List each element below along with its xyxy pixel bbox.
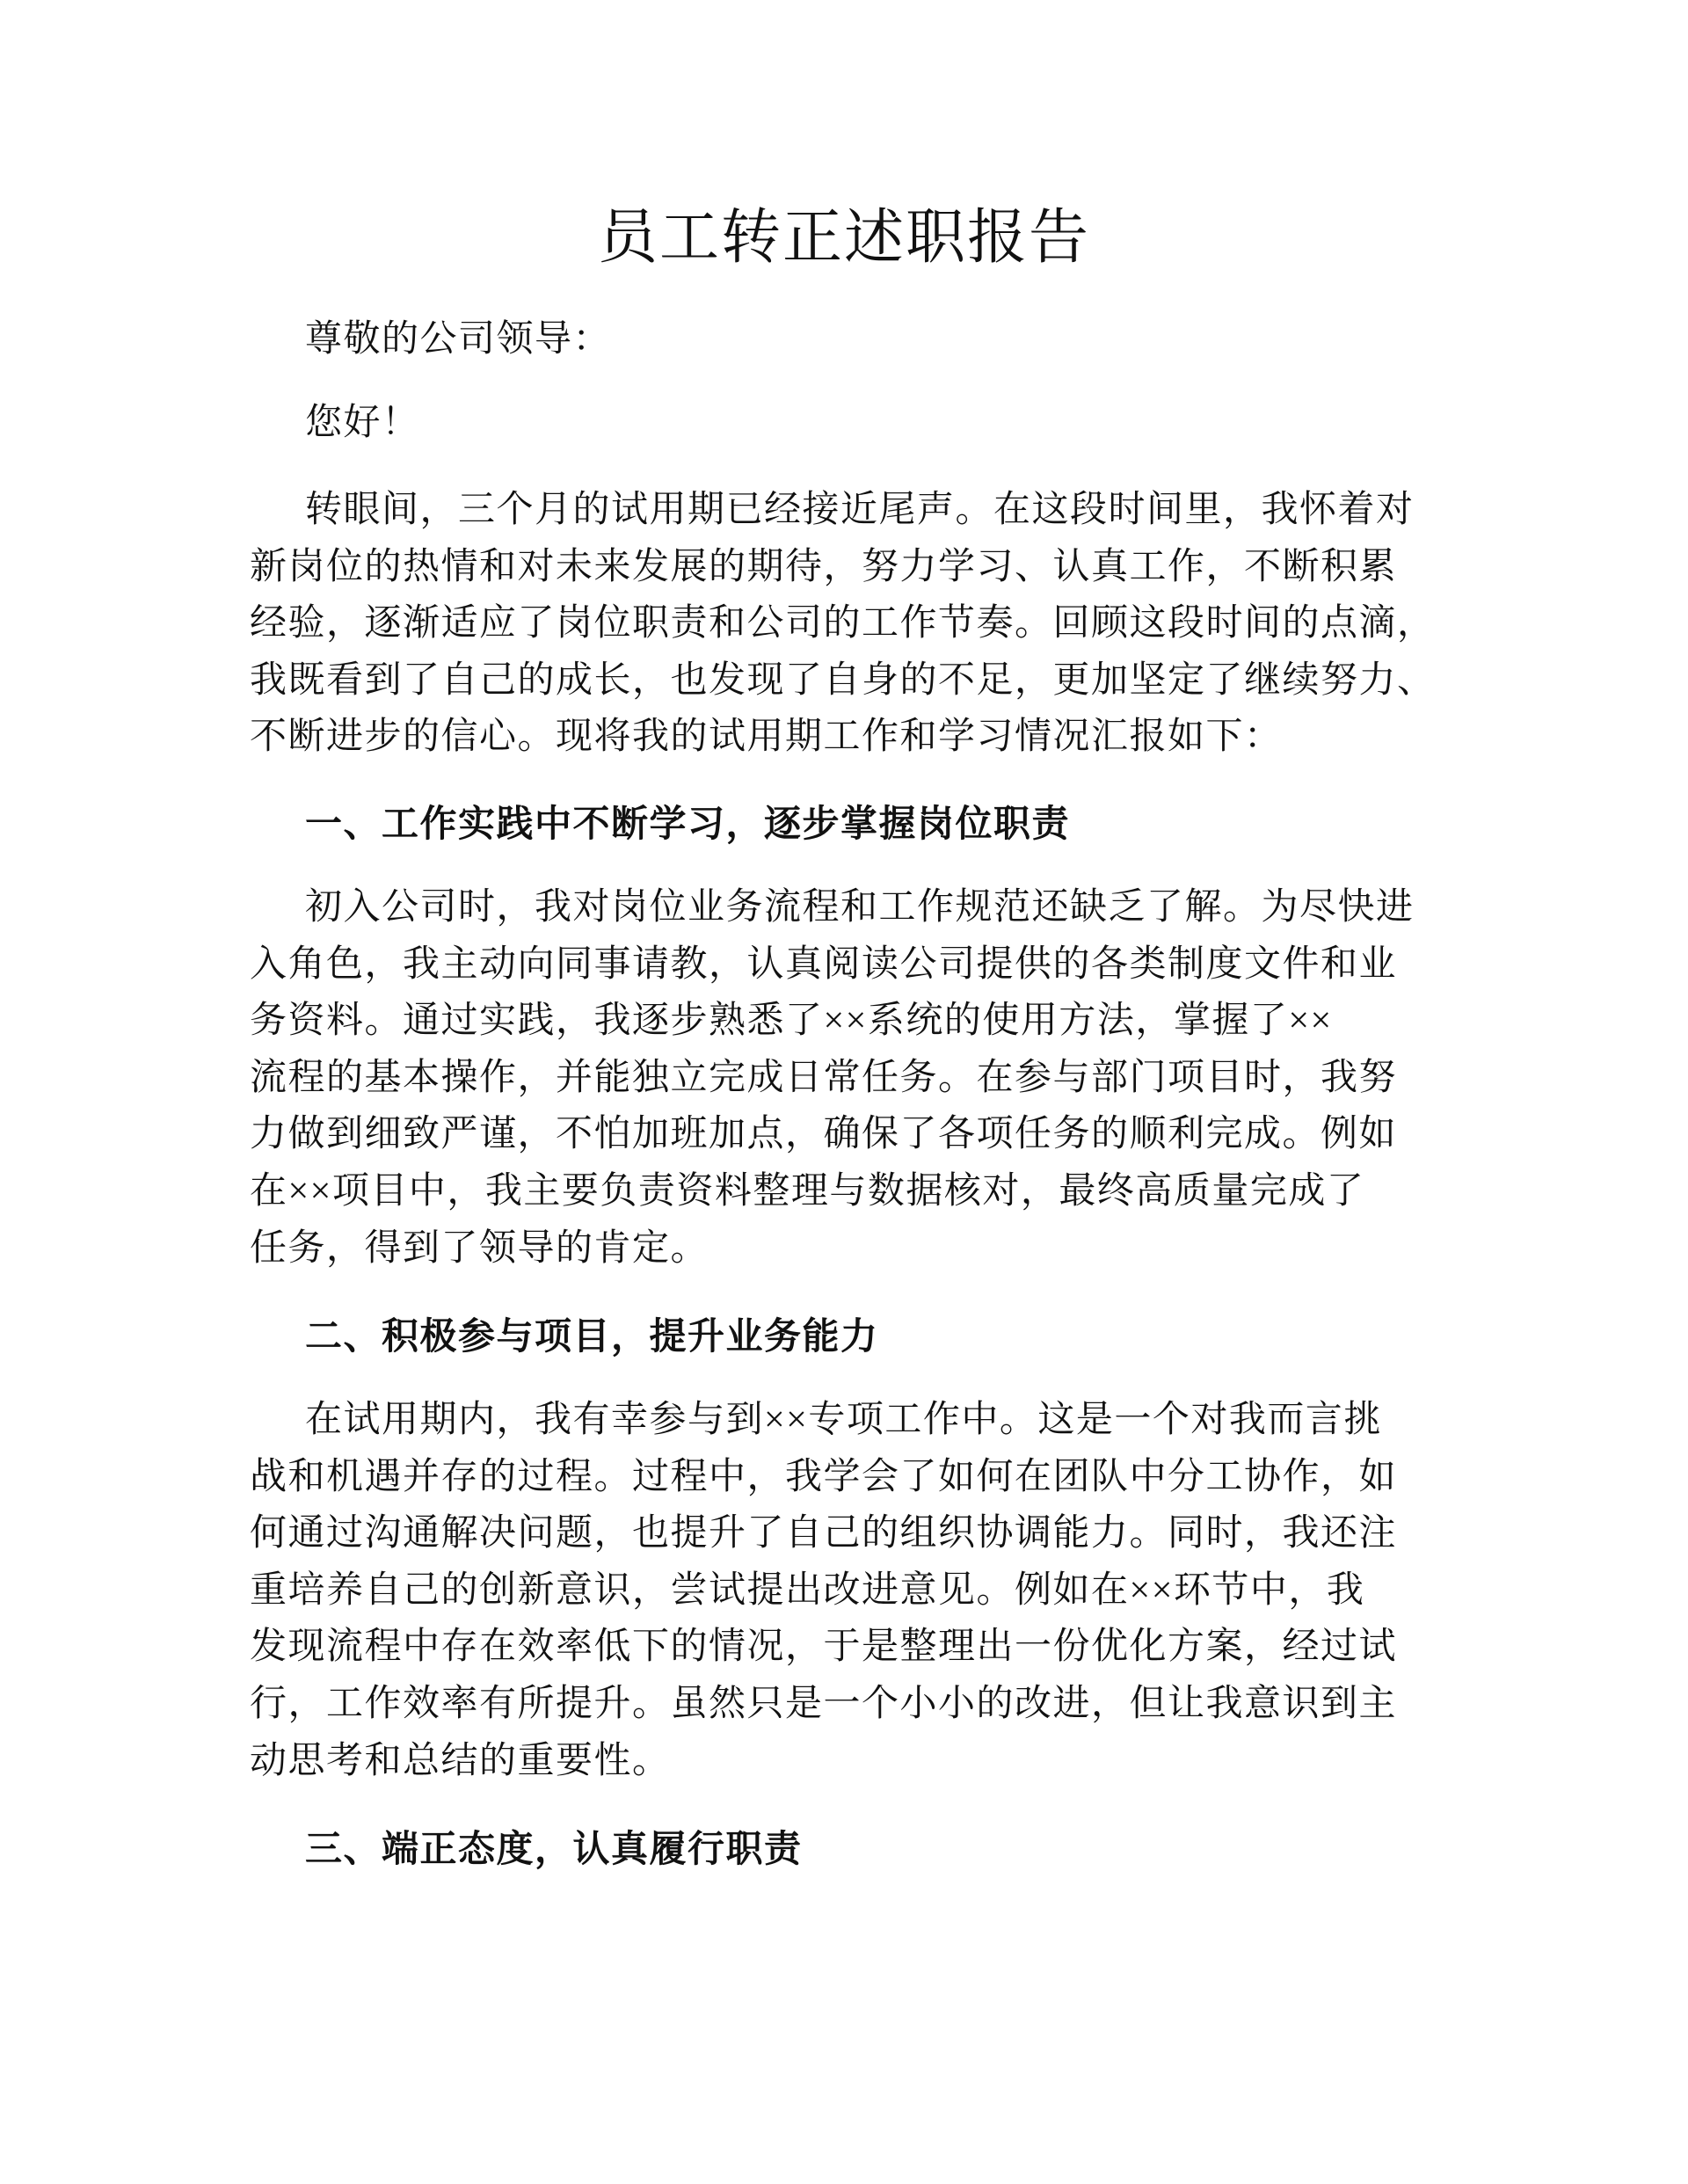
paragraph-line: 在××项目中，我主要负责资料整理与数据核对，最终高质量完成了 — [250, 1170, 1365, 1212]
paragraph-line: 转眼间，三个月的试用期已经接近尾声。在这段时间里，我怀着对 — [305, 490, 1415, 530]
paragraph-line: 在试用期内，我有幸参与到××专项工作中。这是一个对我而言挑 — [305, 1400, 1382, 1440]
paragraph-line: 行，工作效率有所提升。虽然只是一个小小的改进，但让我意识到主 — [250, 1683, 1398, 1724]
paragraph-line: 不断进步的信心。现将我的试用期工作和学习情况汇报如下： — [250, 717, 1283, 758]
greeting-text: 您好！ — [305, 403, 420, 443]
paragraph-line: 战和机遇并存的过程。过程中，我学会了如何在团队中分工协作，如 — [250, 1456, 1398, 1497]
paragraph-line: 流程的基本操作，并能独立完成日常任务。在参与部门项目时，我努 — [250, 1057, 1398, 1098]
paragraph-line: 务资料。通过实践，我逐步熟悉了××系统的使用方法，掌握了×× — [250, 1001, 1333, 1042]
document-title: 员工转正述职报告 — [597, 204, 1090, 271]
paragraph-line: 新岗位的热情和对未来发展的期待，努力学习、认真工作，不断积累 — [250, 546, 1398, 587]
heading-text: 一、工作实践中不断学习，逐步掌握岗位职责 — [305, 804, 1071, 845]
paragraph-line: 力做到细致严谨，不怕加班加点，确保了各项任务的顺利完成。例如 — [250, 1114, 1398, 1155]
paragraph-line: 重培养自己的创新意识，尝试提出改进意见。例如在××环节中，我 — [250, 1569, 1365, 1611]
section-heading-3 — [250, 1822, 1498, 1879]
salutation — [250, 311, 1498, 368]
paragraph-line: 经验，逐渐适应了岗位职责和公司的工作节奏。回顾这段时间的点滴， — [250, 603, 1436, 644]
paragraph-line: 发现流程中存在效率低下的情况，于是整理出一份优化方案，经过试 — [250, 1627, 1398, 1668]
greeting — [250, 395, 1498, 452]
section-heading-1 — [250, 797, 1498, 854]
paragraph-line: 动思考和总结的重要性。 — [250, 1740, 671, 1781]
paragraph-line: 何通过沟通解决问题，也提升了自己的组织协调能力。同时，我还注 — [250, 1513, 1398, 1554]
paragraph-line: 我既看到了自己的成长，也发现了自身的不足，更加坚定了继续努力、 — [250, 659, 1436, 701]
intro-paragraph — [250, 482, 1498, 766]
heading-text: 二、积极参与项目，提升业务能力 — [305, 1317, 879, 1358]
paragraph-line: 任务，得到了领导的肯定。 — [250, 1227, 709, 1269]
heading-text: 三、端正态度，认真履行职责 — [305, 1830, 803, 1870]
section-heading-2 — [250, 1309, 1498, 1366]
section-1-paragraph — [250, 879, 1498, 1277]
section-2-paragraph — [250, 1392, 1498, 1789]
paragraph-line: 初入公司时，我对岗位业务流程和工作规范还缺乏了解。为尽快进 — [305, 887, 1415, 928]
paragraph-line: 入角色，我主动向同事请教，认真阅读公司提供的各类制度文件和业 — [250, 943, 1398, 985]
salutation-text: 尊敬的公司领导： — [305, 319, 612, 360]
